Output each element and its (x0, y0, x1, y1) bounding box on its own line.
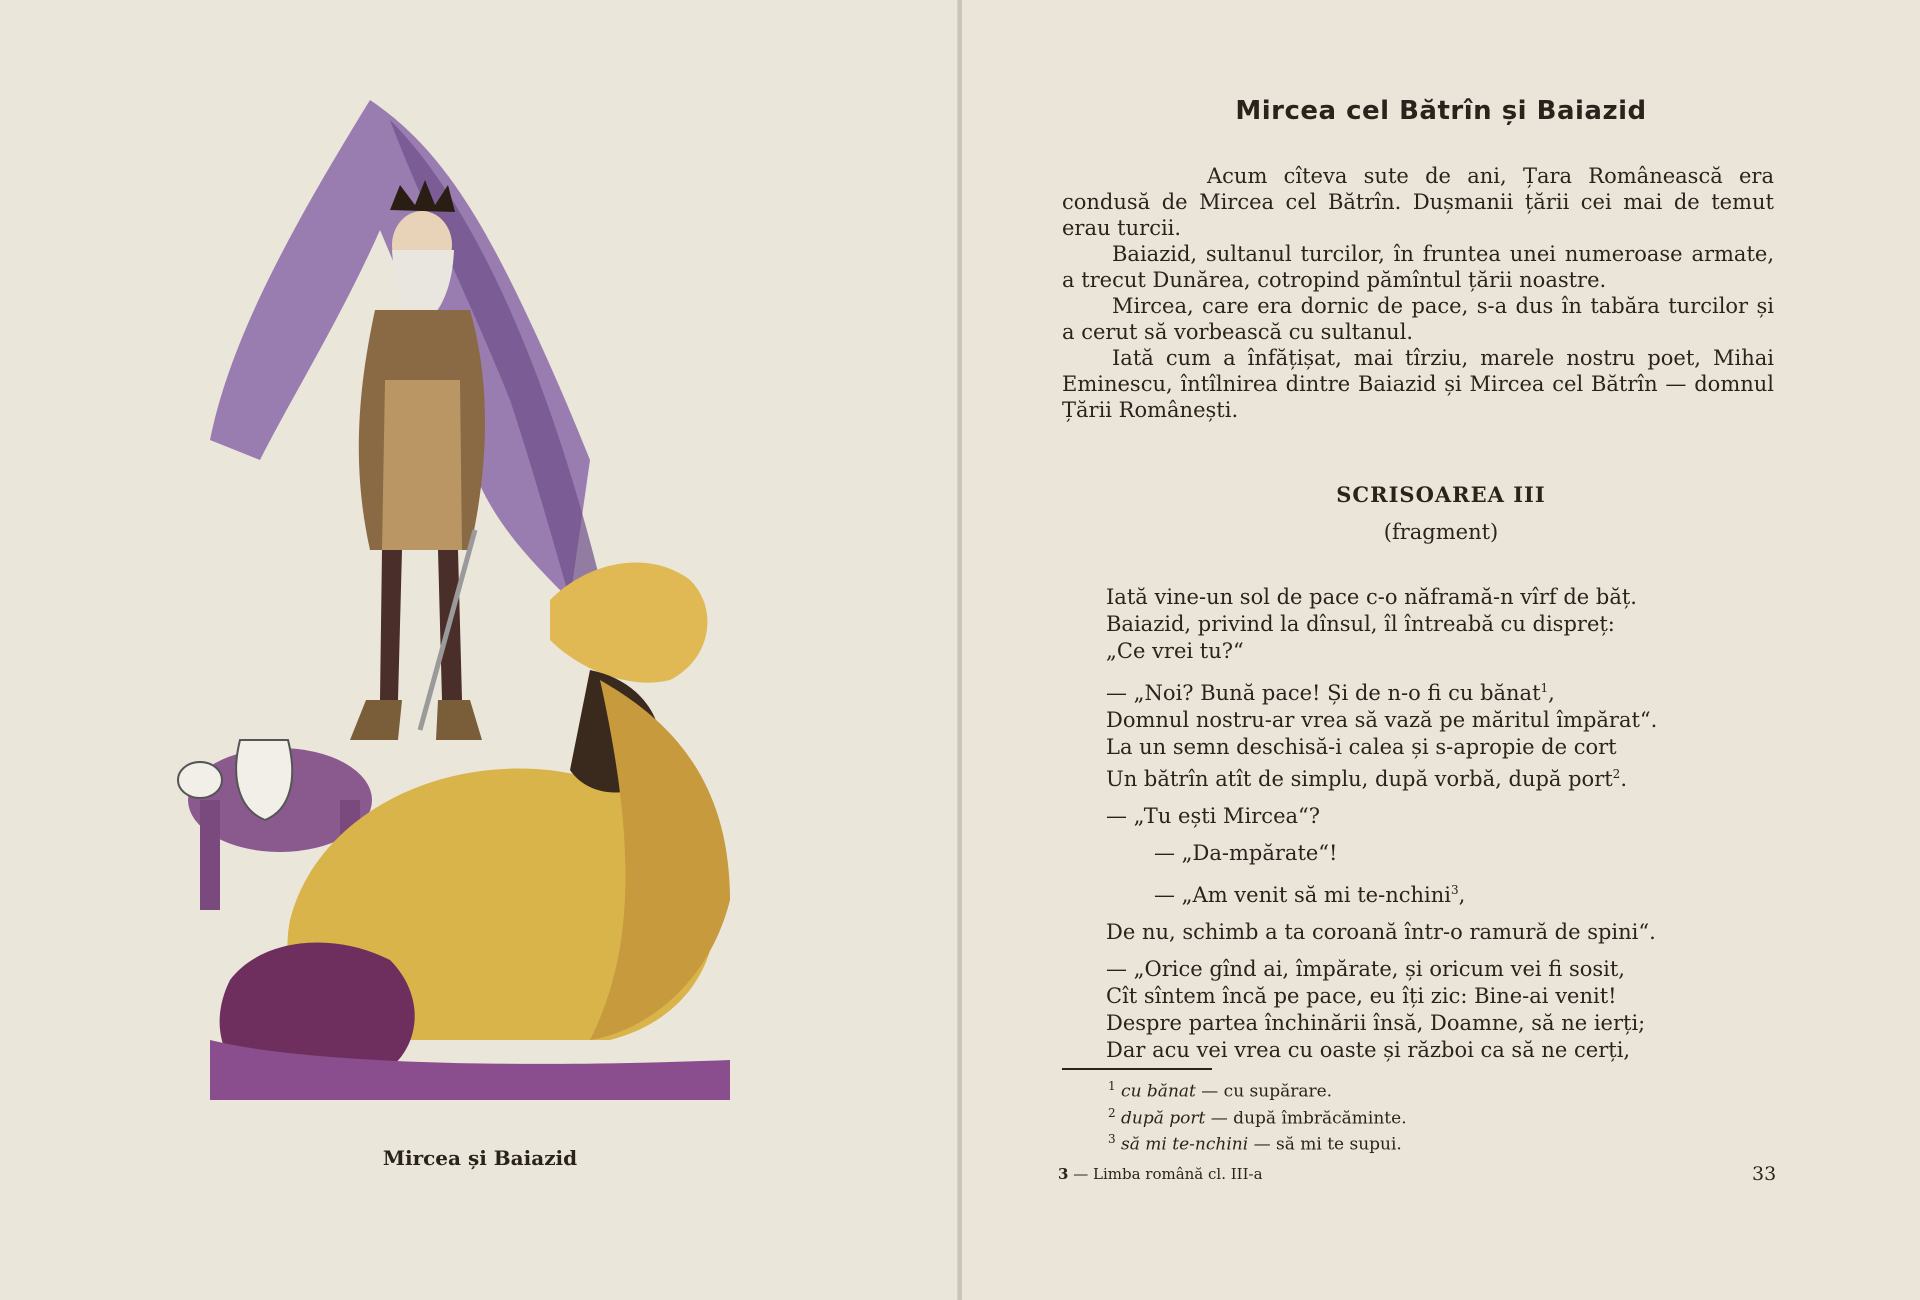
poem-line: Dar acu vei vrea cu oaste și război ca să ne cerți, (1106, 1038, 1631, 1062)
poem-line: Despre partea închinării însă, Doamne, să ne ierți; (1106, 1011, 1646, 1035)
poem-stanza (1106, 956, 1826, 1064)
poem-stanza (1106, 675, 1826, 793)
footnotes (1108, 1076, 1708, 1156)
poem-line: Baiazid, privind la dînsul, îl întreabă cu dispreț: (1106, 612, 1615, 636)
footnote-number: 3 (1108, 1132, 1116, 1147)
footnote-term: cu bănat (1121, 1081, 1196, 1102)
footnote-definition: — după îmbrăcăminte. (1210, 1108, 1407, 1129)
footnote-ref: 2 (1612, 767, 1621, 781)
poem-line-punct: , (1548, 681, 1555, 705)
poem-line: Domnul nostru-ar vrea să vază pe măritul împărat“. (1106, 708, 1658, 732)
poem-stanza (1106, 840, 1826, 867)
poem-line (1106, 675, 1826, 707)
poem-line: Iată vine-un sol de pace c-o năframă-n vîrf de băț. (1106, 585, 1637, 609)
page-title: Mircea cel Bătrîn și Baiazid (1235, 96, 1647, 126)
page-number: 33 (1752, 1163, 1777, 1185)
poem-line: Cît sîntem încă pe pace, eu îți zic: Bine-ai venit! (1106, 984, 1617, 1008)
intro-paragraph: Baiazid, sultanul turcilor, în fruntea unei numeroase armate, a trecut Dunărea, cotropind pămîntul țării noastre. (1062, 242, 1774, 292)
footnote-rule (1062, 1068, 1212, 1070)
poem-line: De nu, schimb a ta coroană într-o ramură de spini“. (1106, 920, 1656, 944)
footnote-definition: — cu supărare. (1201, 1081, 1333, 1102)
poem-line-punct: . (1620, 767, 1627, 791)
poem-line-text: Un bătrîn atît de simplu, după vorbă, după port (1106, 767, 1613, 791)
poem-stanza (1106, 584, 1826, 665)
right-page (962, 0, 1920, 1300)
poem-line-text: — „Noi? Bună pace! Și de n-o fi cu bănat (1106, 681, 1541, 705)
poem-line: — „Tu ești Mircea“? (1106, 804, 1321, 828)
page-footer (1058, 1165, 1263, 1183)
footnote-ref: 1 (1540, 681, 1549, 695)
poem-line (1106, 761, 1826, 793)
illustration-mircea-baiazid (170, 80, 850, 1120)
poem-line: — „Orice gînd ai, împărate, și oricum vei fi sosit, (1106, 957, 1625, 981)
intro-paragraph: Mircea, care era dornic de pace, s-a dus în tabăra turcilor și a cerut să vorbească cu sultanul. (1062, 294, 1774, 344)
poem-line: — „Da-mpărate“! (1154, 841, 1338, 865)
footnote (1108, 1103, 1708, 1130)
poem-line-text: — „Am venit să mi te-nchini (1154, 883, 1451, 907)
poem-stanza (1106, 919, 1826, 946)
illustration-caption: Mircea și Baiazid (382, 1146, 578, 1170)
poem-text (1106, 584, 1826, 1074)
footnote (1108, 1076, 1708, 1103)
footnote (1108, 1129, 1708, 1156)
poem-line (1154, 877, 1826, 909)
intro-text (1062, 163, 1774, 423)
poem-subtitle: (fragment) (1383, 520, 1499, 544)
footnote-number: 2 (1108, 1105, 1116, 1120)
footnote-definition: — să mi te supui. (1253, 1134, 1402, 1155)
sheet-number: 3 (1058, 1165, 1069, 1183)
poem-title: SCRISOAREA III (1336, 482, 1546, 507)
poem-stanza (1106, 803, 1826, 830)
intro-paragraph: Acum cîteva sute de ani, Țara Românească era condusă de Mircea cel Bătrîn. Dușmanii țării cei mai de temut erau turcii. (1062, 164, 1774, 240)
footnote-number: 1 (1108, 1079, 1116, 1093)
intro-paragraph: Iată cum a înfățișat, mai tîrziu, marele nostru poet, Mihai Eminescu, întîlnirea dintre Baiazid și Mircea cel Bătrîn — domnul Țării Românești. (1062, 346, 1774, 422)
footnote-ref: 3 (1450, 883, 1459, 897)
footer-text: — Limba română cl. III-a (1073, 1165, 1263, 1183)
footnote-term: să mi te-nchini (1121, 1134, 1249, 1155)
footnote-term: după port (1121, 1108, 1206, 1129)
poem-stanza (1106, 877, 1826, 909)
poem-line-punct: , (1458, 883, 1466, 907)
poem-line: La un semn deschisă-i calea și s-apropie de cort (1106, 735, 1617, 759)
poem-line: „Ce vrei tu?“ (1106, 639, 1244, 663)
